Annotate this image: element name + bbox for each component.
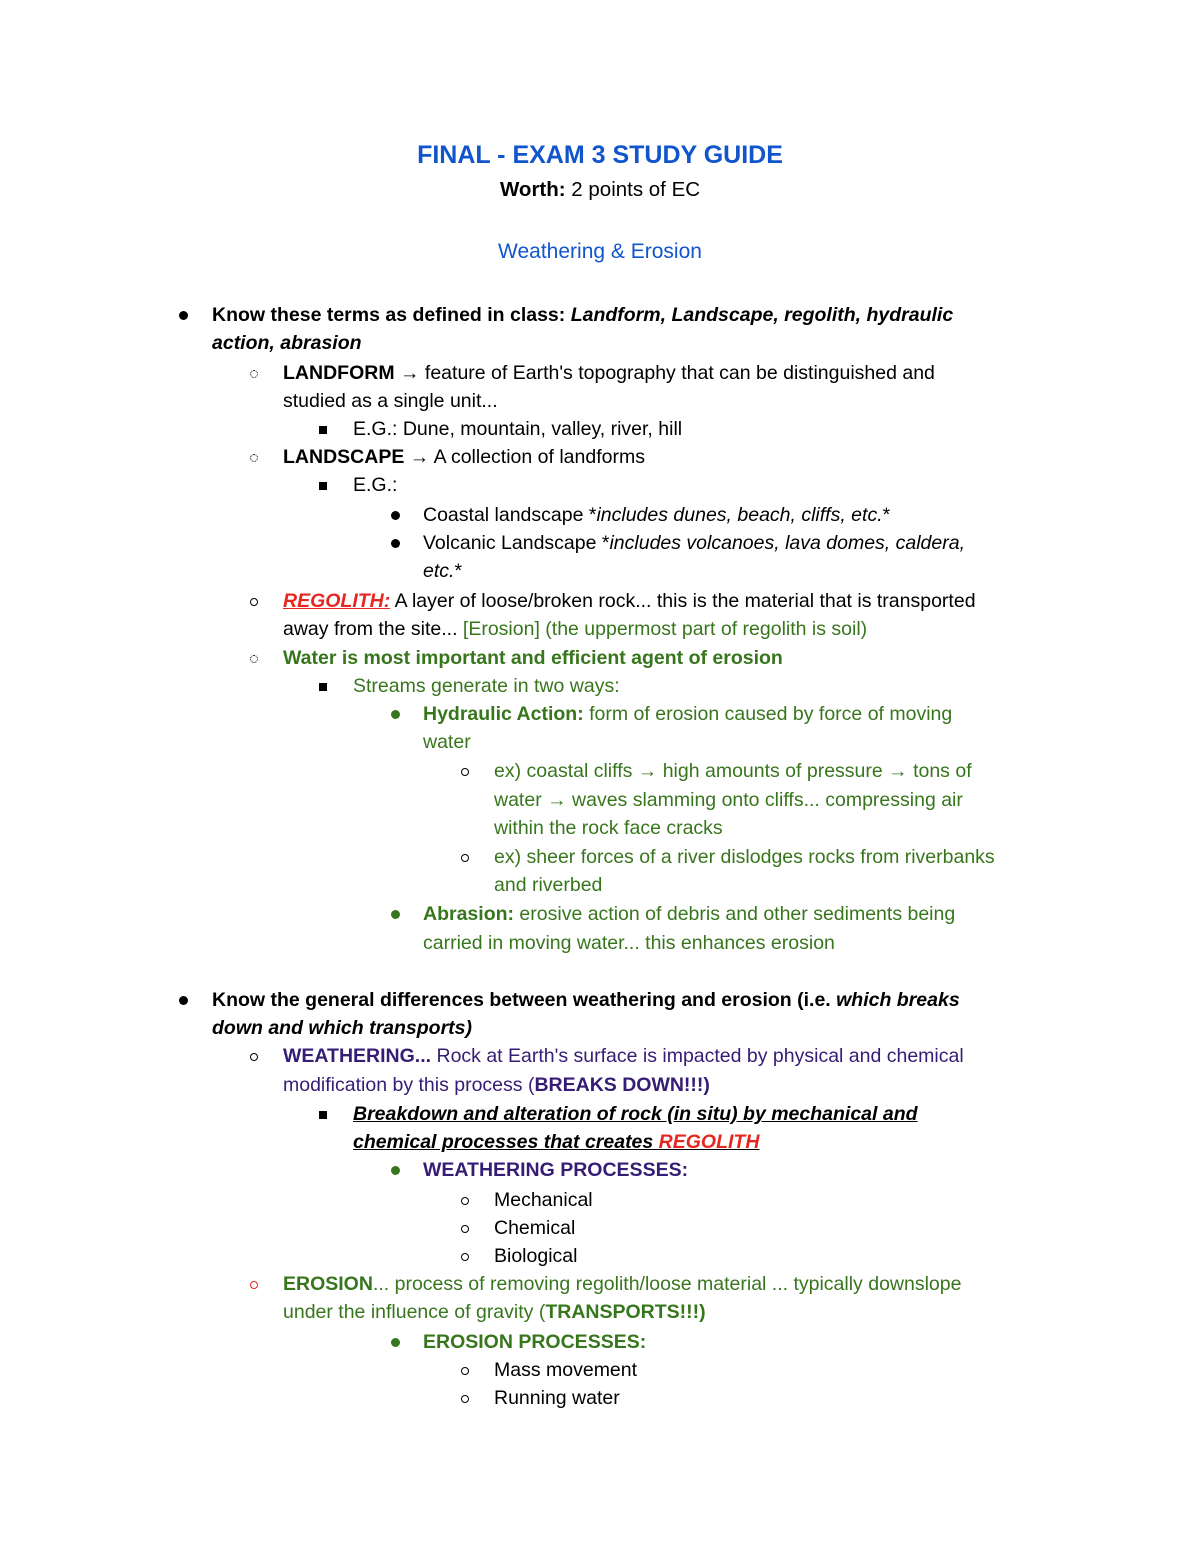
bullet-ring <box>455 1385 475 1411</box>
coastal-label: Coastal landscape * <box>423 504 597 526</box>
volcanic-detail-cont: etc. <box>423 560 455 582</box>
question-text: Know these terms as defined in class: <box>212 304 571 326</box>
bullet-square <box>313 416 333 442</box>
bullet-ring <box>455 1215 475 1241</box>
landscape-example: E.G.: <box>353 474 398 496</box>
erosion-def-cont <box>283 1299 706 1325</box>
bullet-square <box>313 673 333 699</box>
bullet-dotted-ring <box>244 645 264 671</box>
breakdown-line-2 <box>353 1129 759 1155</box>
erosion-def: ... process of removing regolith/loose material ... typically downslope <box>372 1273 962 1295</box>
hydraulic-def-cont: water <box>423 731 471 753</box>
list-item: Mechanical <box>494 1189 593 1211</box>
volcanic-label: Volcanic Landscape * <box>423 532 610 554</box>
bullet-square <box>313 472 333 498</box>
question-differences-cont: down and which transports) <box>212 1017 473 1039</box>
question-differences <box>212 987 960 1013</box>
landform-line <box>283 360 935 386</box>
volcanic-detail: includes volcanoes, lava domes, caldera, <box>609 532 966 554</box>
bullet-disc <box>173 302 193 328</box>
bullet-ring <box>455 1187 475 1213</box>
bullet-disc <box>385 530 405 556</box>
worth-line <box>0 178 1200 202</box>
landscape-term: LANDSCAPE <box>283 446 405 468</box>
regolith-line <box>283 588 976 614</box>
bullet-disc <box>385 1157 405 1183</box>
coastal-end: * <box>882 504 891 526</box>
hydraulic-line <box>423 701 952 727</box>
landscape-line <box>283 444 645 470</box>
bullet-ring-red <box>244 1271 264 1297</box>
bullet-disc <box>385 502 405 528</box>
breakdown-text: chemical processes that creates <box>353 1131 659 1153</box>
page-title: FINAL - EXAM 3 STUDY GUIDE <box>417 141 783 169</box>
breakdown-line-1: Breakdown and alteration of rock (in situ) by mechanical and <box>353 1103 918 1125</box>
bullet-ring <box>455 1243 475 1269</box>
list-item: Running water <box>494 1387 620 1409</box>
regolith-def-cont <box>283 616 867 642</box>
abrasion-def-cont: carried in moving water... this enhances erosion <box>423 932 835 954</box>
question-terms-cont: action, abrasion <box>212 332 362 354</box>
erosion-line <box>283 1271 961 1297</box>
weathering-line <box>283 1043 964 1069</box>
bullet-disc <box>385 1329 405 1355</box>
weathering-def: Rock at Earth's surface is impacted by physical and chemical <box>431 1045 964 1067</box>
volcanic-landscape <box>423 530 965 556</box>
bullet-disc <box>385 701 405 727</box>
landform-def-cont: studied as a single unit... <box>283 390 498 412</box>
bullet-dotted-ring <box>244 444 264 470</box>
abrasion-line <box>423 901 955 927</box>
example-1-line-3: within the rock face cracks <box>494 817 723 839</box>
bullet-ring <box>244 1043 264 1069</box>
weathering-def-cont <box>283 1072 710 1098</box>
example-1-line-2: water → waves slamming onto cliffs... compressing air <box>494 789 963 811</box>
erosion-def-cont-text: under the influence of gravity ( <box>283 1301 546 1323</box>
abrasion-def: erosive action of debris and other sediments being <box>514 903 956 925</box>
volcanic-landscape-cont <box>423 558 462 584</box>
landscape-def: → A collection of landforms <box>404 446 645 468</box>
worth-label: Worth: <box>499 178 566 201</box>
hydraulic-def: form of erosion caused by force of moving <box>583 703 953 725</box>
erosion-processes-header: EROSION PROCESSES: <box>423 1331 647 1353</box>
bullet-ring <box>455 1357 475 1383</box>
list-item: Mass movement <box>494 1359 638 1381</box>
bullet-ring <box>244 588 264 614</box>
hydraulic-term: Hydraulic Action: <box>423 703 584 725</box>
landform-term: LANDFORM <box>283 362 395 384</box>
transports-label: TRANSPORTS!!!) <box>545 1301 706 1323</box>
regolith-note: [Erosion] (the uppermost part of regolith is soil) <box>462 618 868 640</box>
question-terms <box>212 302 953 328</box>
question-terms-list: Landform, Landscape, regolith, hydraulic <box>570 304 954 326</box>
example-2-line-2: and riverbed <box>494 874 603 896</box>
water-agent-line: Water is most important and efficient agent of erosion <box>283 647 783 669</box>
weathering-term: WEATHERING... <box>283 1045 432 1067</box>
volcanic-end: * <box>454 560 463 582</box>
list-item: Chemical <box>494 1217 576 1239</box>
erosion-term: EROSION <box>283 1273 373 1295</box>
bullet-ring <box>455 844 475 870</box>
bullet-disc <box>385 901 405 927</box>
breaks-down-label: BREAKS DOWN!!!) <box>534 1074 710 1096</box>
bullet-disc <box>173 987 193 1013</box>
weathering-def-cont-text: modification by this process ( <box>283 1074 535 1096</box>
landform-example: E.G.: Dune, mountain, valley, river, hill <box>353 418 683 440</box>
landform-def: → feature of Earth's topography that can be distinguished and <box>394 362 935 384</box>
regolith-def-cont-text: away from the site... <box>283 618 463 640</box>
weathering-processes-header: WEATHERING PROCESSES: <box>423 1159 689 1181</box>
regolith-def: A layer of loose/broken rock... this is the material that is transported <box>390 590 976 612</box>
section-heading: Weathering & Erosion <box>498 240 702 263</box>
streams-line: Streams generate in two ways: <box>353 675 620 697</box>
regolith-emphasis: REGOLITH <box>658 1131 760 1153</box>
bullet-square <box>313 1101 333 1127</box>
list-item: Biological <box>494 1245 578 1267</box>
example-2-line-1: ex) sheer forces of a river dislodges rocks from riverbanks <box>494 846 995 868</box>
abrasion-term: Abrasion: <box>423 903 515 925</box>
question-emphasis: which breaks <box>836 989 960 1011</box>
bullet-ring <box>455 758 475 784</box>
question-text: Know the general differences between weathering and erosion (i.e. <box>212 989 837 1011</box>
example-1-line-1: ex) coastal cliffs → high amounts of pressure → tons of <box>494 760 972 782</box>
regolith-term: REGOLITH: <box>283 590 391 612</box>
worth-value: 2 points of EC <box>565 178 701 201</box>
coastal-landscape <box>423 502 890 528</box>
bullet-dotted-ring <box>244 360 264 386</box>
coastal-detail: includes dunes, beach, cliffs, etc. <box>596 504 883 526</box>
